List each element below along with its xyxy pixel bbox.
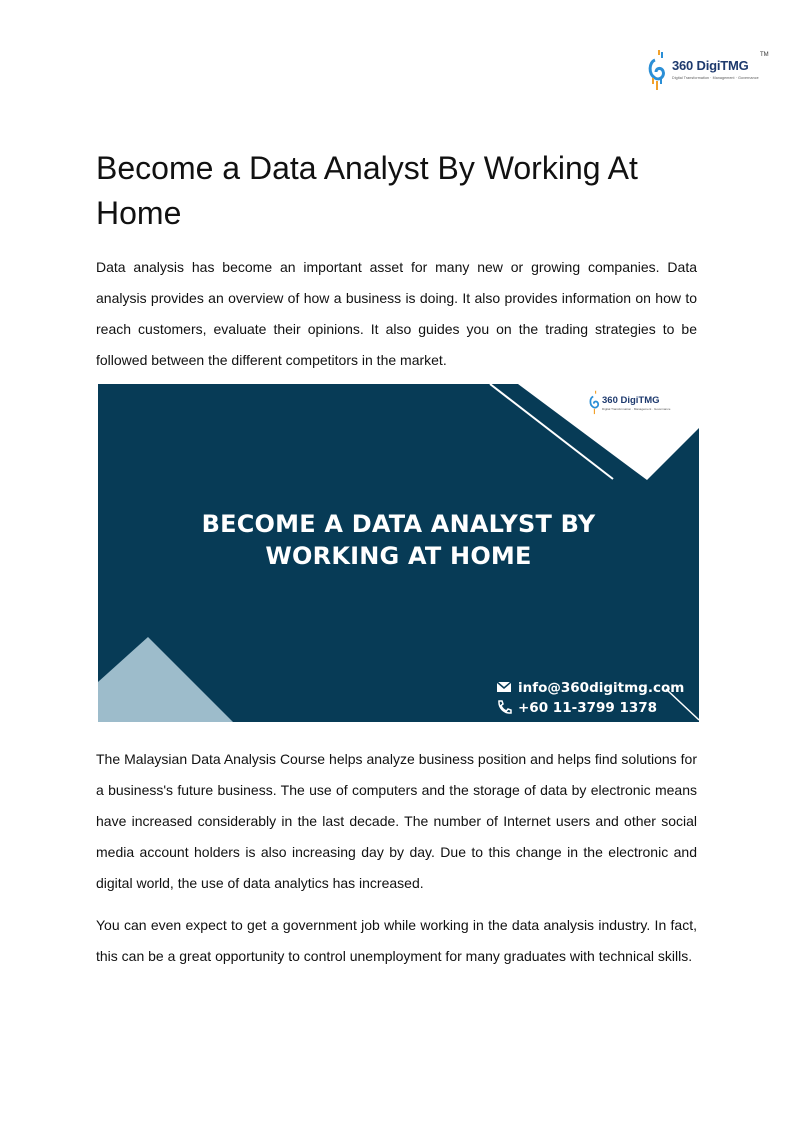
banner-phone (496, 700, 657, 716)
logo-tagline: Digital Transformation · Management · Governance (672, 76, 759, 80)
phone-icon (496, 700, 512, 714)
banner-logo-name: 360 DigiTMG (602, 395, 660, 406)
logo-name: 360 DigiTMG (672, 58, 749, 73)
page-title: Become a Data Analyst By Working At Home (96, 150, 638, 231)
logo-mark-icon (646, 48, 670, 94)
banner-logo-mark-icon (588, 388, 602, 418)
banner-title (98, 508, 699, 572)
mail-icon (496, 680, 512, 694)
intro-paragraph: Data analysis has become an important asset for many new or growing companies. Data analysis provides an overview of how a business is doing. It also provides information on how to reach customers, evaluate their opinions. It also guides you on the trading strategies to be followed between the different competitors in the market. (96, 259, 697, 368)
banner-logo (588, 386, 688, 422)
logo-trademark: TM (760, 52, 769, 58)
banner-title-line1: BECOME A DATA ANALYST BY (201, 510, 596, 538)
company-logo (646, 48, 776, 94)
banner-email (496, 680, 684, 696)
course-paragraph: The Malaysian Data Analysis Course helps analyze business position and helps find solutions for a business's future business. The use of computers and the storage of data by electronic means have increased considerably in the last decade. The number of Internet users and other social media account holders is also increasing day by day. Due to this change in the electronic and digital world, the use of data analytics has increased. (96, 751, 697, 891)
banner-phone-text: +60 11-3799 1378 (518, 700, 658, 716)
banner-logo-tagline: Digital Transformation · Management · Governance (602, 407, 671, 411)
banner-image (98, 384, 699, 722)
banner-email-text: info@360digitmg.com (518, 680, 685, 696)
banner-title-line2: WORKING AT HOME (265, 542, 532, 570)
government-job-paragraph: You can even expect to get a government job while working in the data analysis industry. In fact, this can be a great opportunity to control unemployment for many graduates with technical skills. (96, 917, 697, 964)
